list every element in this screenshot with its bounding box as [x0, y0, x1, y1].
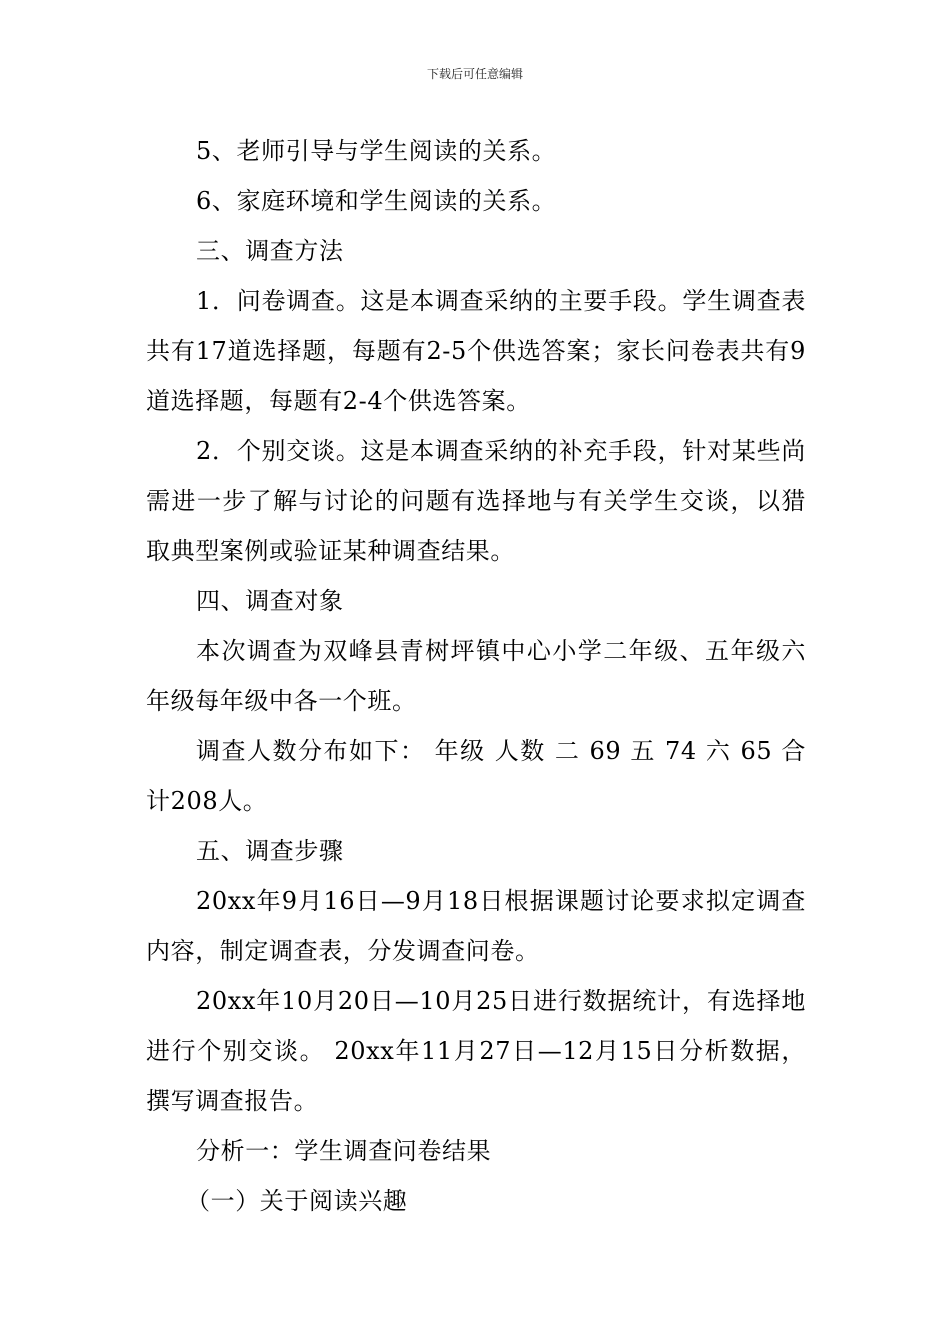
page-header-note: 下载后可任意编辑 [426, 67, 523, 81]
paragraph-distribution: 调查人数分布如下： 年级 人数 二 69 五 74 六 65 合计208人。 [146, 737, 806, 815]
subheading-reading-interest: （一）关于阅读兴趣 [186, 1187, 408, 1215]
paragraph-step-two: 20xx年10月20日—10月25日进行数据统计，有选择地进行个别交谈。 20xx年11月27日—12月15日分析数据，撰写调查报告。 [146, 987, 806, 1115]
paragraph-teacher-guidance: 5、老师引导与学生阅读的关系。 [196, 137, 557, 165]
paragraph-questionnaire: 1．问卷调查。这是本调查采纳的主要手段。学生调查表共有17道选择题，每题有2-5个供选答案；家长问卷表共有9道选择题，每题有2-4个供选答案。 [146, 287, 806, 415]
section-heading-subjects: 四、调查对象 [196, 587, 344, 615]
section-heading-steps: 五、调查步骤 [196, 837, 344, 865]
paragraph-step-one: 20xx年9月16日—9月18日根据课题讨论要求拟定调查内容，制定调查表，分发调查问卷。 [146, 887, 806, 965]
document-body [146, 126, 806, 1226]
paragraph-family-environment: 6、家庭环境和学生阅读的关系。 [196, 187, 557, 215]
paragraph-individual-talk: 2．个别交谈。这是本调查采纳的补充手段，针对某些尚需进一步了解与讨论的问题有选择地与有关学生交谈，以猎取典型案例或验证某种调查结果。 [146, 437, 806, 565]
paragraph-subjects: 本次调查为双峰县青树坪镇中心小学二年级、五年级六年级每年级中各一个班。 [146, 637, 806, 715]
section-heading-analysis-one: 分析一：学生调查问卷结果 [196, 1137, 492, 1165]
section-heading-methods: 三、调查方法 [196, 237, 344, 265]
